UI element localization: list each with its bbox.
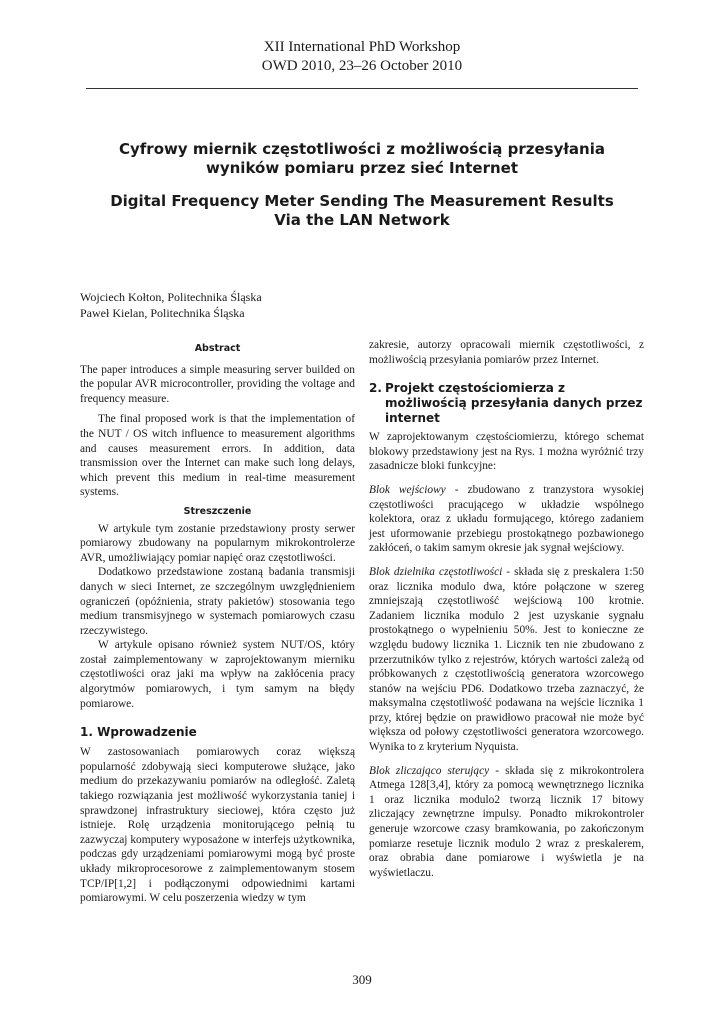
- author-2: Paweł Kielan, Politechnika Śląska: [80, 306, 245, 320]
- english-title-line-1: Digital Frequency Meter Sending The Measurement Results: [110, 192, 614, 210]
- polish-title-line-1: Cyfrowy miernik częstotliwości z możliwością przesyłania: [119, 140, 605, 158]
- header-divider: [86, 88, 638, 89]
- left-column: [80, 338, 355, 906]
- workshop-header: [0, 38, 724, 76]
- abstract-paragraph-2: The final proposed work is that the implementation of the NUT / OS witch influence to measurement algorithms and causes measurement errors. In addition, data transmission over the Internet can make such long delays, which prevent this medium in real-time measurement systems.: [80, 413, 355, 499]
- section-2-paragraph-4: [369, 764, 644, 881]
- section-2-heading: [369, 381, 644, 426]
- author-list: [80, 289, 262, 321]
- term-blok-zliczajaco-sterujacy: Blok zliczająco sterujący: [369, 764, 490, 777]
- streszczenie-paragraph-3: W artykule opisano również system NUT/OS, który został zaimplementowany w zaprojektowanym mierniku częstotliwości oraz jaki ma wpływ na zakłócenia pracy algorytmów pomiarowych, i tym samym na błędy pomiarowe.: [80, 639, 355, 710]
- section-2-title: Projekt częstościomierza z możliwością przesyłania danych przez internet: [385, 381, 643, 426]
- abstract-paragraph-1: The paper introduces a simple measuring server builded on the popular AVR microcontroller, providing the voltage and frequency measure.: [80, 363, 355, 405]
- header-line-1: XII International PhD Workshop: [263, 39, 461, 55]
- streszczenie-paragraph-1: W artykule tym zostanie przedstawiony prosty serwer pomiarowy zbudowany na popularnym mikrokontrolerze AVR, umożliwiający pomiar napięć oraz częstotliwości.: [80, 522, 355, 564]
- section-2-number: 2.: [369, 381, 382, 396]
- section-1-paragraph-1-continued: zakresie, autorzy opracowali miernik częstotliwości, z możliwością przesyłania pomiarów przez Internet.: [369, 339, 644, 366]
- english-title-line-2: Via the LAN Network: [274, 211, 450, 229]
- abstract-heading: Abstract: [194, 343, 241, 354]
- header-line-2: OWD 2010, 23–26 October 2010: [261, 58, 463, 74]
- section-1-paragraph-1: W zastosowaniach pomiarowych coraz większą popularność zdobywają sieci komputerowe służące, jako medium do przekazywaniu pomiarów na odległość. Zaletą takiego rozwiązania jest możliwość wykorzystania taniej i sprawdzonej infrastruktury sieciowej, która często już istnieje. Rolę urządzenia monitorującego pełnią tu zazwyczaj komputery wyposażone w interfejs użytkownika, podczas gdy urządzeniami pomiarowymi mogą być proste układy mikroprocesorowe z zaimplementowanym stosem TCP/IP[1,2] i podłączonymi odpowiednimi kartami pomiarowymi. W celu poszerzenia wiedzy w tym: [80, 746, 355, 905]
- section-2-paragraph-4-text: - składa się z mikrokontrolera Atmega 128[3,4], który za pomocą wewnętrznego licznika 1 oraz licznika modulo2 tworzą licznik 17 bitowy zliczający zewnętrzne impulsy. Ponadto mikrokontroler generuje wzorcowe czasy bramkowania, po zakończonym pomiarze resetuje licznik modulo 2 wraz z preskalerem, oraz obrabia dane pomiarowe i wyświetla je na wyświetlaczu.: [369, 764, 644, 879]
- polish-title-line-2: wyników pomiaru przez sieć Internet: [205, 159, 519, 177]
- streszczenie-paragraph-2: Dodatkowo przedstawione zostaną badania transmisji danych w sieci Internet, ze szczególnym uwzględnieniem ograniczeń (opóźnienia, straty pakietów) stosowania tego medium transmisyjnego w systemach pomiarowych czasu rzeczywistego.: [80, 566, 355, 637]
- streszczenie-heading: Streszczenie: [183, 505, 252, 517]
- section-2-paragraph-3-text: - składa się z preskalera 1:50 oraz licznika modulo dwa, które połączone w szereg zmniejszają częstotliwość wejściową 100 krotnie. Zadaniem licznika modulo 2 jest uzyskanie sygnału prostokątnego o wypełnieniu 50%. Jest to konieczne ze względu budowy licznika 1. Licznik ten nie zbudowano z przerzutników tylko z rejestrów, których wartości zależą od próbkowanych z częstotliwością generatora wzorcowego stanów na wejściu PD6. Dodatkowo trzeba zaznaczyć, że maksymalna częstotliwość podawana na wejście licznika 1 przy, której będzie on prawidłowo pracował nie może być większa od połowy częstotliwości generatora wzorcowego. Wynika to z kryterium Nyquista.: [369, 565, 644, 754]
- section-1-heading: 1. Wprowadzenie: [80, 725, 197, 740]
- section-2-paragraph-3: [369, 565, 644, 755]
- section-2-paragraph-1: W zaprojektowanym częstościomierzu, którego schemat blokowy przedstawiony jest na Rys. 1 można wyróżnić trzy zasadnicze bloki funkcyjne:: [369, 431, 644, 473]
- paper-titles: [70, 140, 654, 230]
- page-number: 309: [352, 972, 372, 987]
- english-title: [70, 192, 654, 230]
- right-column: [369, 338, 644, 880]
- section-2-paragraph-2-text: - zbudowano z tranzystora wysokiej częstotliwości pracującego w układzie wspólnego kolektora, oraz z układu formującego, którego zadaniem jest uformowanie przebiegu prostokątnego pozbawionego zakłóceń, o takim samym okresie jak sygnał wejściowy.: [369, 483, 644, 555]
- term-blok-dzielnika: Blok dzielnika częstotliwości: [369, 565, 503, 578]
- author-1: Wojciech Kołton, Politechnika Śląska: [80, 290, 262, 304]
- polish-title: [70, 140, 654, 178]
- section-2-paragraph-2: [369, 483, 644, 556]
- term-blok-wejsciowy: Blok wejściowy: [369, 483, 446, 496]
